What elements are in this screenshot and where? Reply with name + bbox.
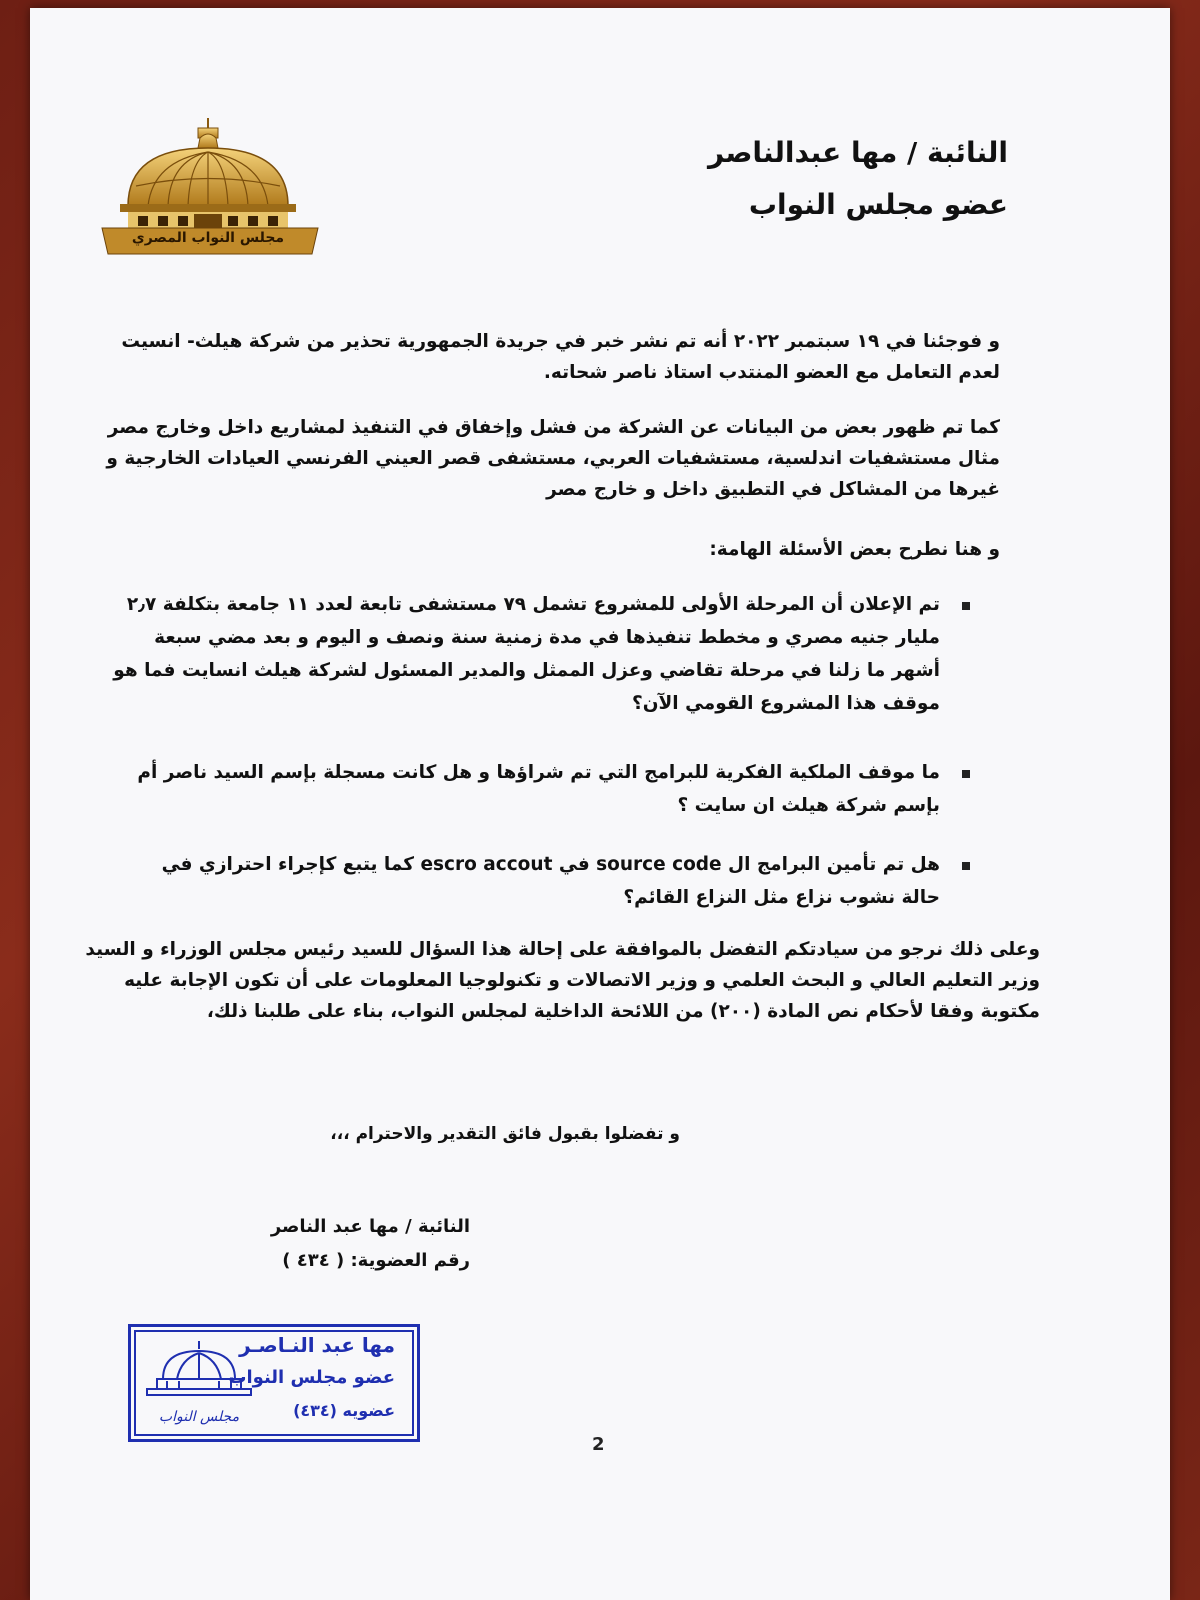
signature-name: النائبة / مها عبد الناصر	[270, 1216, 470, 1237]
page-number: 2	[592, 1434, 605, 1455]
question-3	[160, 848, 940, 914]
paragraph-3	[85, 934, 1040, 1027]
paragraph-1-line: و فوجئنا في ١٩ سبتمبر ٢٠٢٢ أنه تم نشر خبر في جريدة الجمهورية تحذير من شركة هيلث- انسيت	[121, 331, 1000, 352]
bullet-icon	[962, 602, 970, 610]
membership-number: رقم العضوية: ( ٤٣٤ )	[282, 1250, 470, 1271]
question-line: ما موقف الملكية الفكرية للبرامج التي تم شراؤها و هل كانت مسجلة بإسم السيد ناصر أم	[137, 762, 940, 783]
stamp-title: عضو مجلس النواب	[228, 1367, 395, 1388]
paragraph-2	[106, 412, 1000, 505]
official-stamp	[128, 1324, 420, 1442]
closing-line: و تفضلوا بقبول فائق التقدير والاحترام ،،،	[330, 1124, 680, 1144]
questions-intro-text: و هنا نطرح بعض الأسئلة الهامة:	[709, 539, 1000, 560]
question-line: مليار جنيه مصري و مخطط تنفيذها في مدة زمنية سنة ونصف و اليوم و بعد مضي سبعة	[154, 627, 940, 648]
header-name: النائبة / مها عبدالناصر	[707, 136, 1008, 169]
question-line: موقف هذا المشروع القومي الآن؟	[632, 693, 940, 714]
bullet-icon	[962, 862, 970, 870]
paragraph-2-line: كما تم ظهور بعض من البيانات عن الشركة من فشل وإخفاق في التنفيذ لمشاريع داخل وخارج مصر	[107, 417, 1000, 438]
question-line: تم الإعلان أن المرحلة الأولى للمشروع تشمل ٧٩ مستشفى تابعة لعدد ١١ جامعة بتكلفة ٢٫٧	[126, 594, 940, 615]
stamp-name: مها عبد النـاصـر	[239, 1333, 395, 1357]
paragraph-1	[121, 326, 1000, 388]
document-page	[30, 8, 1170, 1600]
stamp-emblem-text: مجلس النواب	[158, 1409, 240, 1425]
question-line: أشهر ما زلنا في مرحلة تقاضي وعزل الممثل والمدير المسئول لشركة هيلث انسايت فما هو	[113, 660, 940, 681]
question-2	[137, 756, 940, 822]
question-1	[113, 588, 940, 720]
parliament-logo	[98, 116, 322, 261]
paragraph-2-line: غيرها من المشاكل في التطبيق داخل و خارج مصر	[546, 479, 1000, 500]
header-title: عضو مجلس النواب	[748, 188, 1008, 221]
questions-intro	[170, 534, 1000, 565]
stamp-membership: عضويه (٤٣٤)	[293, 1401, 395, 1420]
paragraph-3-line: وزير التعليم العالي و البحث العلمي و وزير الاتصالات و تكنولوجيا المعلومات على أن تكون الإجابة عليه	[124, 970, 1040, 991]
bullet-icon	[962, 770, 970, 778]
paragraph-3-line: وعلى ذلك نرجو من سيادتكم التفضل بالموافقة على إحالة هذا السؤال للسيد رئيس مجلس الوزراء و السيد	[85, 939, 1040, 960]
paragraph-2-line: مثال مستشفيات اندلسية، مستشفيات العربي، مستشفى قصر العيني الفرنسي العيادات الخارجية و	[106, 448, 1000, 469]
paragraph-3-line: مكتوبة وفقا لأحكام نص المادة (٢٠٠) من اللائحة الداخلية لمجلس النواب، بناء على طلبنا ذلك،	[206, 1001, 1040, 1022]
logo-caption: مجلس النواب المصري	[131, 230, 285, 246]
paragraph-1-line: لعدم التعامل مع العضو المنتدب استاذ ناصر شحاته.	[543, 362, 1000, 383]
question-line: حالة نشوب نزاع مثل النزاع القائم؟	[623, 887, 940, 908]
question-line: بإسم شركة هيلث ان سايت ؟	[677, 795, 940, 816]
question-line: هل تم تأمين البرامج ال source code في escro accout كما يتبع كإجراء احترازي في	[161, 854, 940, 875]
